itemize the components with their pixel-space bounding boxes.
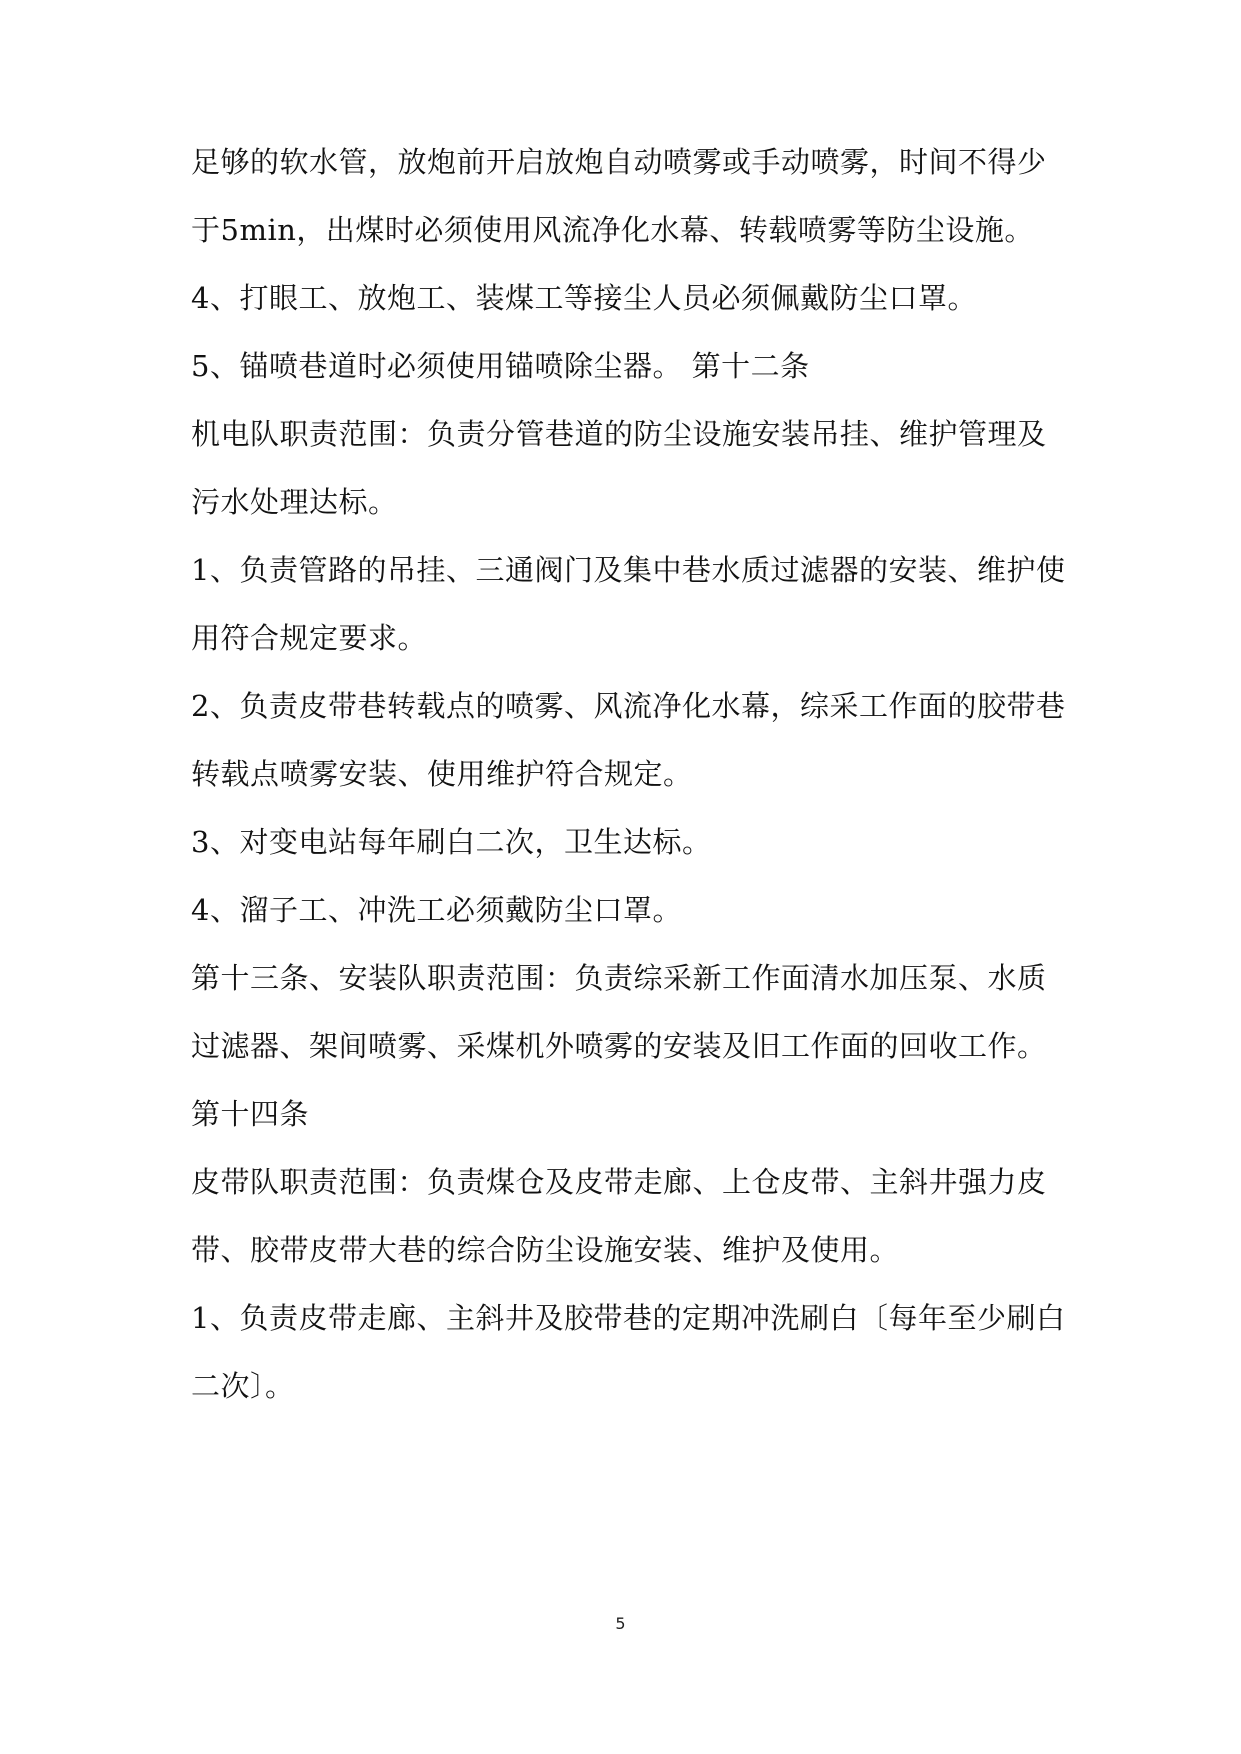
text-line: 足够的软水管，放炮前开启放炮自动喷雾或手动喷雾，时间不得少: [191, 145, 1047, 179]
text-line: 1、负责管路的吊挂、三通阀门及集中巷水质过滤器的安装、维护使: [191, 553, 1066, 587]
text-line: 皮带队职责范围：负责煤仓及皮带走廊、上仓皮带、主斜井强力皮: [191, 1165, 1047, 1199]
text-line: 污水处理达标。: [191, 485, 398, 519]
text-line: 第十三条、安装队职责范围：负责综采新工作面清水加压泵、水质: [191, 961, 1047, 995]
text-line: 4、打眼工、放炮工、装煤工等接尘人员必须佩戴防尘口罩。: [191, 281, 977, 315]
text-line: 于5min，出煤时必须使用风流净化水幕、转载喷雾等防尘设施。: [191, 213, 1034, 247]
text-line: 机电队职责范围：负责分管巷道的防尘设施安装吊挂、维护管理及: [191, 417, 1047, 451]
text-line: 5、锚喷巷道时必须使用锚喷除尘器。 第十二条: [191, 349, 810, 383]
text-line: 过滤器、架间喷雾、采煤机外喷雾的安装及旧工作面的回收工作。: [191, 1029, 1047, 1063]
text-line: 转载点喷雾安装、使用维护符合规定。: [191, 757, 693, 791]
page-number: 5: [615, 1614, 626, 1633]
text-line: 1、负责皮带走廊、主斜井及胶带巷的定期冲洗刷白〔每年至少刷白: [191, 1301, 1066, 1335]
text-line: 4、溜子工、冲洗工必须戴防尘口罩。: [191, 893, 682, 927]
text-line: 带、胶带皮带大巷的综合防尘设施安装、维护及使用。: [191, 1233, 900, 1267]
text-line: 3、对变电站每年刷白二次，卫生达标。: [191, 825, 712, 859]
text-line: 2、负责皮带巷转载点的喷雾、风流净化水幕，综采工作面的胶带巷: [191, 689, 1066, 723]
text-line: 二次〕。: [191, 1369, 295, 1403]
text-line: 第十四条: [191, 1097, 310, 1131]
text-line: 用符合规定要求。: [191, 621, 428, 655]
